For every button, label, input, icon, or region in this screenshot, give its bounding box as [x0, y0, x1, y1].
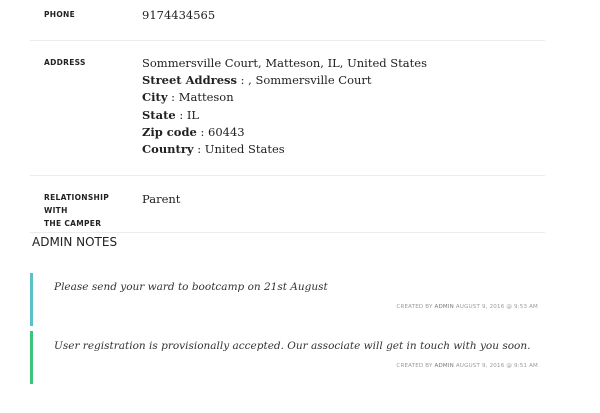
address-label: ADDRESS — [44, 58, 86, 67]
note-author: ADMIN — [434, 304, 454, 310]
relationship-label: RELATIONSHIP WITH THE CAMPER — [44, 193, 110, 228]
note-text: User registration is provisionally accepted. Our associate will get in touch with you soon. — [54, 340, 531, 352]
relationship-value: Parent — [142, 192, 181, 206]
address-row — [30, 41, 545, 176]
address-street: Street Address : , Sommersville Court — [142, 73, 372, 88]
note-meta: CREATED BY ADMIN AUGUST 9, 2016 @ 9:51 AM — [396, 363, 538, 369]
address-city: City : Matteson — [142, 90, 234, 105]
admin-note — [30, 331, 548, 384]
note-text: Please send your ward to bootcamp on 21st August — [54, 281, 328, 293]
phone-row — [30, 0, 545, 41]
phone-label: PHONE — [44, 10, 76, 19]
address-block — [142, 55, 427, 158]
address-zip: Zip code : 60443 — [142, 124, 245, 139]
phone-value: 9174434565 — [142, 8, 216, 22]
admin-notes-title: ADMIN NOTES — [32, 235, 118, 249]
note-author: ADMIN — [434, 363, 454, 369]
relationship-row — [30, 176, 545, 233]
admin-note — [30, 273, 548, 326]
address-country: Country : United States — [142, 142, 285, 157]
address-full: Sommersville Court, Matteson, IL, United States — [142, 56, 427, 70]
address-state: State : IL — [142, 107, 200, 122]
note-meta: CREATED BY ADMIN AUGUST 9, 2016 @ 9:53 AM — [396, 304, 538, 310]
